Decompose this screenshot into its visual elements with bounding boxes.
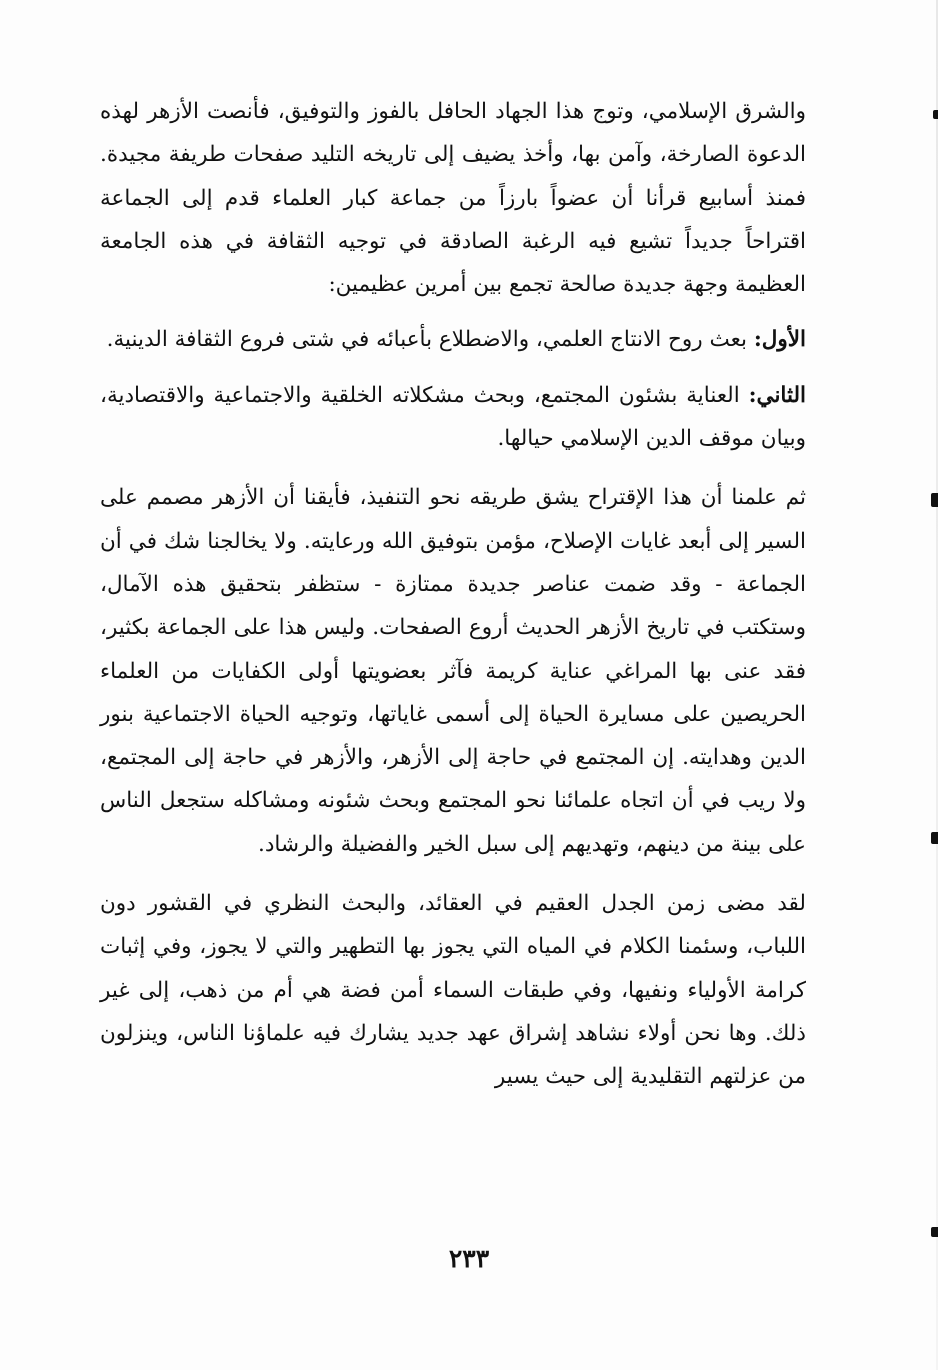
paragraph-text: ثم علمنا أن هذا الإقتراح يشق طريقه نحو التنفيذ، فأيقنا أن الأزهر مصمم على السير إلى أبعد غايات الإصلاح، مؤمن بتوفيق الله ورعايته. ولا يخالجنا شك في أن الجماعة - وقد ضمت عناصر جديدة ممتازة - ستظفر بتحقيق هذه الآمال، وستكتب في تاريخ الأزهر الحديث أروع الصفحات. وليس هذا على الجماعة بكثير، فقد عنى بها المراغي عناية كريمة فآثر بعضويتها أولى الكفايات من العلماء الحريصين على مسايرة الحياة إلى أسمى غاياتها، وتوجيه الحياة الاجتماعية بنور الدين وهدايته. إن المجتمع في حاجة إلى الأزهر، والأزهر في حاجة إلى المجتمع، ولا ريب في أن اتجاه علمائنا نحو المجتمع وبحث شئونه ومشاكله ستجعل الناس على بينة من دينهم، وتهديهم إلى سبل الخير والفضيلة والرشاد. — [100, 485, 806, 857]
paragraph — [100, 90, 806, 306]
margin-mark — [933, 110, 938, 119]
paragraph — [100, 374, 806, 461]
paragraph-text: بعث روح الانتاج العلمي، والاضطلاع بأعبائه في شتى فروع الثقافة الدينية. — [106, 327, 754, 353]
page-number: ٢٣٣ — [448, 1244, 490, 1273]
paragraph-text: لقد مضى زمن الجدل العقيم في العقائد، والبحث النظري في القشور دون اللباب، وسئمنا الكلام في المياه التي يجوز بها التطهير والتي لا يجوز، وفي إثبات كرامة الأولياء ونفيها، وفي طبقات السماء أمن فضة هي أم من ذهب، إلى غير ذلك. وها نحن أولاء نشاهد إشراق عهد جديد يشارك فيه علماؤنا الناس، وينزلون من عزلتهم التقليدية إلى حيث يسير — [100, 891, 806, 1090]
margin-mark — [931, 832, 938, 844]
paragraph-text: والشرق الإسلامي، وتوج هذا الجهاد الحافل بالفوز والتوفيق، فأنصت الأزهر لهذه الدعوة الصارخة، وآمن بها، وأخذ يضيف إلى تاريخه التليد صفحات طريفة مجيدة. فمنذ أسابيع قرأنا أن عضواً بارزاً من جماعة كبار العلماء قدم إلى الجماعة اقتراحاً جديداً تشيع فيه الرغبة الصادقة في توجيه الثقافة في هذه الجامعة العظيمة وجهة جديدة صالحة تجمع بين أمرين عظيمين: — [100, 99, 806, 298]
paragraph-text: العناية بشئون المجتمع، وبحث مشكلاته الخلقية والاجتماعية والاقتصادية، وبيان موقف الدين الإسلامي حيالها. — [100, 382, 806, 452]
margin-mark — [931, 493, 938, 507]
paragraph — [100, 476, 806, 866]
paragraph — [100, 318, 806, 361]
margin-mark — [931, 1227, 938, 1237]
body-text — [100, 90, 806, 1099]
paragraph — [100, 882, 806, 1098]
paragraph-lead: الأول: — [753, 327, 806, 353]
paragraph-lead: الثاني: — [748, 382, 806, 408]
